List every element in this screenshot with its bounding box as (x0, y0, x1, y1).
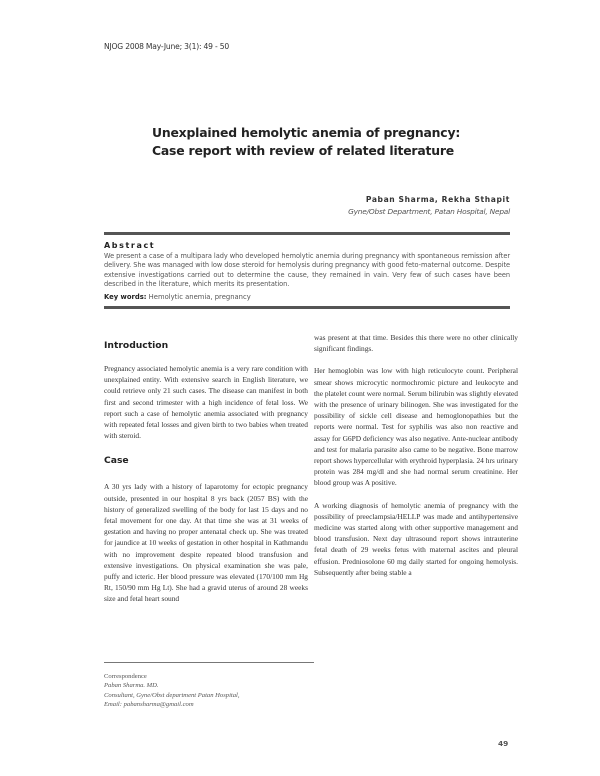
case-heading: Case (104, 455, 129, 467)
body-paragraph: was present at that time. Besides this there were no other clinically significant findings. (314, 333, 518, 354)
author-affiliation: Gyne/Obst Department, Patan Hospital, Nepal (348, 207, 510, 216)
abstract-top-rule (104, 232, 510, 235)
article-title-line-2: Case report with review of related literature (152, 143, 454, 158)
body-paragraph: Her hemoglobin was low with high reticulocyte count. Peripheral smear shows microcytic normochromic picture and leukocyte and the platelet count were normal. Serum bilirubin was slightly elevated with the presence of urinary bilinogen. She was investigated for the possibility of sickle cell disease and hemoglonopathies but the reports were normal. Test for syphilis was also non reactive and assay for G6PD deficiency was also negative. Ante-nuclear antibody and test for malaria parasite also came to be negative. Bone marrow report shows hypercellular with erythroid hyperplasia. 24 hrs urinary protein was 284 mg/dl and she had normal serum creatinine. Her blood group was A positive. (314, 366, 519, 488)
running-head: NJOG 2008 May-June; 3(1): 49 - 50 (104, 42, 230, 51)
correspondence-name: Paban Sharma. MD. (104, 682, 159, 690)
article-title-line-1: Unexplained hemolytic anemia of pregnancy: (152, 125, 461, 140)
correspondence-email: Email: pabansharma@gmail.com (104, 701, 194, 709)
footnote-rule (104, 662, 314, 663)
introduction-heading: Introduction (104, 340, 169, 351)
keywords-value: Hemolytic anemia, pregnancy (148, 293, 251, 301)
keywords (104, 293, 251, 301)
author-names: Paban Sharma, Rekha Sthapit (365, 195, 510, 204)
page-number: 49 (498, 739, 509, 748)
abstract-heading: Abstract (104, 241, 156, 250)
correspondence-label: Correspondence (104, 673, 147, 680)
right-column (314, 332, 518, 589)
abstract-text: We present a case of a multipara lady who developed hemolytic anemia during pregnancy with spontaneous remission after delivery. She was managed with low dose steroid for hemolysis during pregnancy with good feto-maternal outcome. Despite extensive investigations carried out to determine the cause, they remained in vain. Very few of such cases have been described in the literature, which merits its presentation. (104, 252, 510, 289)
correspondence-footnote (104, 672, 240, 710)
abstract-bottom-rule (104, 306, 510, 309)
author-block (348, 194, 510, 218)
introduction-paragraph: Pregnancy associated hemolytic anemia is a very rare condition with unexplained entity. With extensive search in English literature, we could retrieve only 21 such cases. The disease can manifest in both first and second trimester with a high incidence of fetal loss. We report such a case of hemolytic anemia associated with pregnancy with repeated fetal losses and given birth to two babies when treated with steroid. (104, 364, 308, 441)
body-paragraph: A working diagnosis of hemolytic anemia of pregnancy with the possibility of preeclampsia/HELLP was made and antihypertensive medicine was started along with other supportive management and blood transfusion. Next day ultrasound report shows intrauterine fetal death of 29 weeks fetus with maternal ascites and pleural effusion. Predniosolone 60 mg daily started for ongoing hemolysis. Subsequently after being stable a (314, 500, 518, 577)
abstract-box (104, 228, 510, 314)
article-title (152, 124, 472, 160)
left-column (104, 340, 308, 616)
keywords-label: Key words: (104, 293, 147, 301)
case-paragraph: A 30 yrs lady with a history of laparotomy for ectopic pregnancy outside, presented in our hospital 8 yrs back (2057 BS) with the history of generalized swelling of the body for last 15 days and no fetal movement for one day. At that time she was at 31 weeks of gestation and having no proper antenatal check up. She was treated for jaundice at 10 weeks of gestation in other hospital in Kathmandu with no improvement despite repeated blood transfusion and extensive investigations. On physical examination she was pale, puffy and icteric. Her blood pressure was elevated (170/100 mm Hg Rt, 150/90 mm Hg Lt). She had a gravid uterus of around 28 weeks size and fetal heart sound (104, 482, 308, 604)
correspondence-position: Consultant, Gyne/Obst department Patan Hospital, (104, 691, 240, 699)
